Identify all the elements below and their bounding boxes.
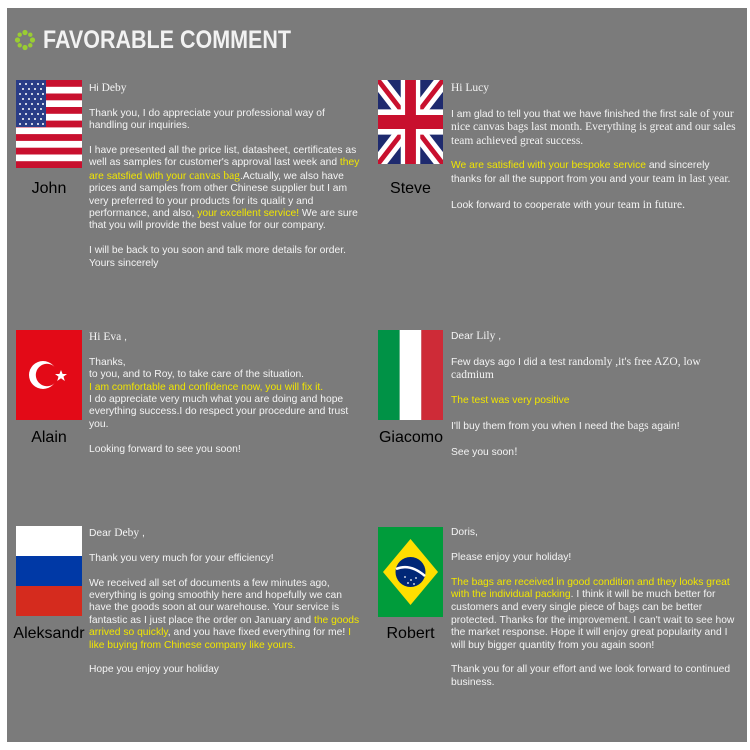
comment-text-span: Doris,	[451, 527, 478, 538]
comment-text-span: Dear	[89, 528, 115, 539]
comment-text-span: Hope you enjoy your holiday	[89, 664, 219, 676]
comment-paragraph	[451, 577, 736, 652]
comment-text	[451, 330, 736, 459]
page-title: FAVORABLE COMMENT	[43, 25, 292, 54]
comment-paragraph	[89, 82, 366, 95]
customer-name: Alain	[31, 429, 67, 446]
comment-text-span: !	[513, 445, 518, 458]
comment-text-span: Deby	[114, 527, 140, 539]
comment-paragraph	[89, 553, 366, 565]
comment-text-span: Hi	[89, 83, 102, 94]
comment-paragraph	[451, 664, 736, 689]
highlighted-text: We are satisfied with your bespoke service	[451, 160, 646, 172]
highlighted-text: your excellent service!	[197, 208, 300, 220]
comment-text-span: We are sure that you will provide the best value for our company.	[89, 208, 358, 232]
comment-paragraph	[451, 446, 736, 459]
comment-text-span: Thank you for all your effort and we look forward to continued business.	[451, 664, 731, 688]
comment-text-span: can be better protected. Thanks for the improvement. I can't wait to see how the market response. Hope it will enjoy great popularity and I will buy bigger quantity from you again soon!	[451, 602, 735, 651]
comment-text-span: bags	[627, 419, 649, 432]
comment-paragraph	[89, 331, 366, 344]
comment-text-span: See you soon	[451, 446, 514, 458]
comment-text-span: randomly ,it's free AZO, low cadmium	[451, 355, 701, 382]
comment-text-span: , and you have fixed everything for me!	[167, 627, 349, 639]
brazil-flag	[378, 527, 443, 617]
comment-text-span: Lily	[476, 330, 496, 342]
highlighted-text: The test was very positive	[451, 395, 570, 406]
highlighted-text: I am comfortable and confidence now, you will fix it.	[89, 381, 324, 393]
comment-paragraph	[451, 356, 736, 383]
comment-text-span: .Actually, we also have prices and samples from other Chinese supplier but I am very preferred to your products for its qualit y and performance, and also,	[89, 170, 348, 220]
comment-text-span: is great and our sales team achieved great success.	[451, 121, 736, 147]
highlighted-text: the goods arrived so quickly	[89, 614, 360, 639]
italy-flag	[378, 330, 443, 420]
highlighted-text: canvas bag	[189, 169, 240, 182]
comment-text-span: team in last year.	[652, 172, 731, 185]
comment-text-span: Hi Eva	[89, 331, 122, 343]
comment-text-span: I will be back to you soon and talk more details for order.	[89, 245, 346, 257]
comment-paragraph	[451, 420, 736, 433]
comment-text-span: ,	[495, 331, 502, 342]
comment-text	[451, 527, 736, 689]
comment-text-span: Looking forward to see you soon!	[89, 443, 241, 455]
comment-text-span: We received all set of documents a few minutes ago, everything is going smoothly here and hopefully we can have the goods soon at our warehouse. Your service is fantastic as I just place the order on January and	[89, 577, 342, 626]
comment-text-span: and sincerely thanks for all the support from you and your	[451, 160, 710, 185]
flower-logo-icon	[14, 29, 36, 51]
comment-text-span: . I think it will be much better for customers and every single piece of	[451, 589, 716, 614]
comment-text-span: Deby	[101, 82, 127, 94]
comment-text-span: Thank you very much for your efficiency!	[89, 552, 274, 564]
customer-name: Giacomo	[378, 429, 444, 446]
comment-text-span: bags	[618, 601, 640, 614]
comment-text-span: again!	[648, 420, 680, 432]
comment-text	[89, 331, 366, 456]
highlighted-text: The bags are received in good condition and they looks great with the individual packing	[451, 576, 730, 600]
comment-text-span: Yours sincerely	[89, 257, 159, 269]
comment-text-span: I do appreciate very much what you are doing and hope everything success.I do respect your procedure and trust you.	[89, 394, 349, 430]
comment-paragraph	[89, 444, 366, 456]
usa-flag	[16, 80, 82, 168]
comment-text-span: to you, and to Roy, to take care of the situation.	[89, 369, 305, 381]
comment-paragraph	[451, 552, 736, 564]
comment-text-span: I have presented all the price list, datasheet, certificates as well as samples for customer's approval last week and	[89, 145, 357, 169]
comment-text-span: I'll buy them from you when I need the	[451, 420, 628, 432]
comment-paragraph	[89, 108, 366, 133]
comment-paragraph	[451, 160, 736, 186]
comment-paragraph	[89, 578, 366, 652]
highlighted-text: they are satsfied with your	[89, 157, 360, 182]
comment-paragraph	[451, 527, 736, 539]
comment-paragraph	[451, 82, 736, 95]
comment-paragraph	[451, 108, 736, 148]
comment-paragraph	[89, 357, 366, 431]
comment-text-span: Thank you, I do appreciate your professional way of handling our inquiries.	[89, 107, 325, 132]
comment-paragraph	[451, 199, 736, 212]
customer-name: Aleksandr	[13, 625, 85, 642]
highlighted-text: I like buying from Chinese company like yours.	[89, 627, 351, 651]
comment-text-span: team in future.	[617, 198, 685, 211]
comment-text-span: Dear	[451, 331, 477, 342]
comment-text-span: Thanks,	[89, 356, 126, 368]
comment-paragraph	[89, 527, 366, 540]
comment-text	[451, 82, 736, 212]
russia-flag	[16, 526, 82, 616]
customer-name: John	[31, 180, 67, 197]
comment-paragraph	[89, 245, 366, 270]
comment-paragraph	[89, 664, 366, 676]
comment-text	[89, 527, 366, 677]
uk-flag	[378, 80, 443, 164]
comment-text	[89, 82, 366, 270]
section-header	[14, 24, 331, 56]
comment-text-span: Few days ago I did a test	[451, 356, 569, 368]
comment-text-span: Look forward to cooperate with your	[451, 199, 618, 211]
comment-text-span: Lucy	[465, 82, 490, 94]
comment-text-span: ,	[139, 528, 145, 539]
comment-text-span: I am glad to tell you that we have finished the first	[451, 108, 680, 120]
comment-text-span: sale of your nice canvas bags last month. Everything	[451, 107, 734, 134]
comment-text-span: Hi	[451, 82, 466, 94]
comment-paragraph	[451, 395, 736, 407]
customer-name: Steve	[390, 180, 431, 197]
comment-text-span: ,	[121, 332, 127, 343]
customer-name: Robert	[386, 625, 435, 642]
comment-paragraph	[89, 145, 366, 233]
turkey-flag	[16, 330, 82, 420]
comment-paragraph	[451, 330, 736, 343]
comment-text-span: Please enjoy your holiday!	[451, 551, 572, 563]
